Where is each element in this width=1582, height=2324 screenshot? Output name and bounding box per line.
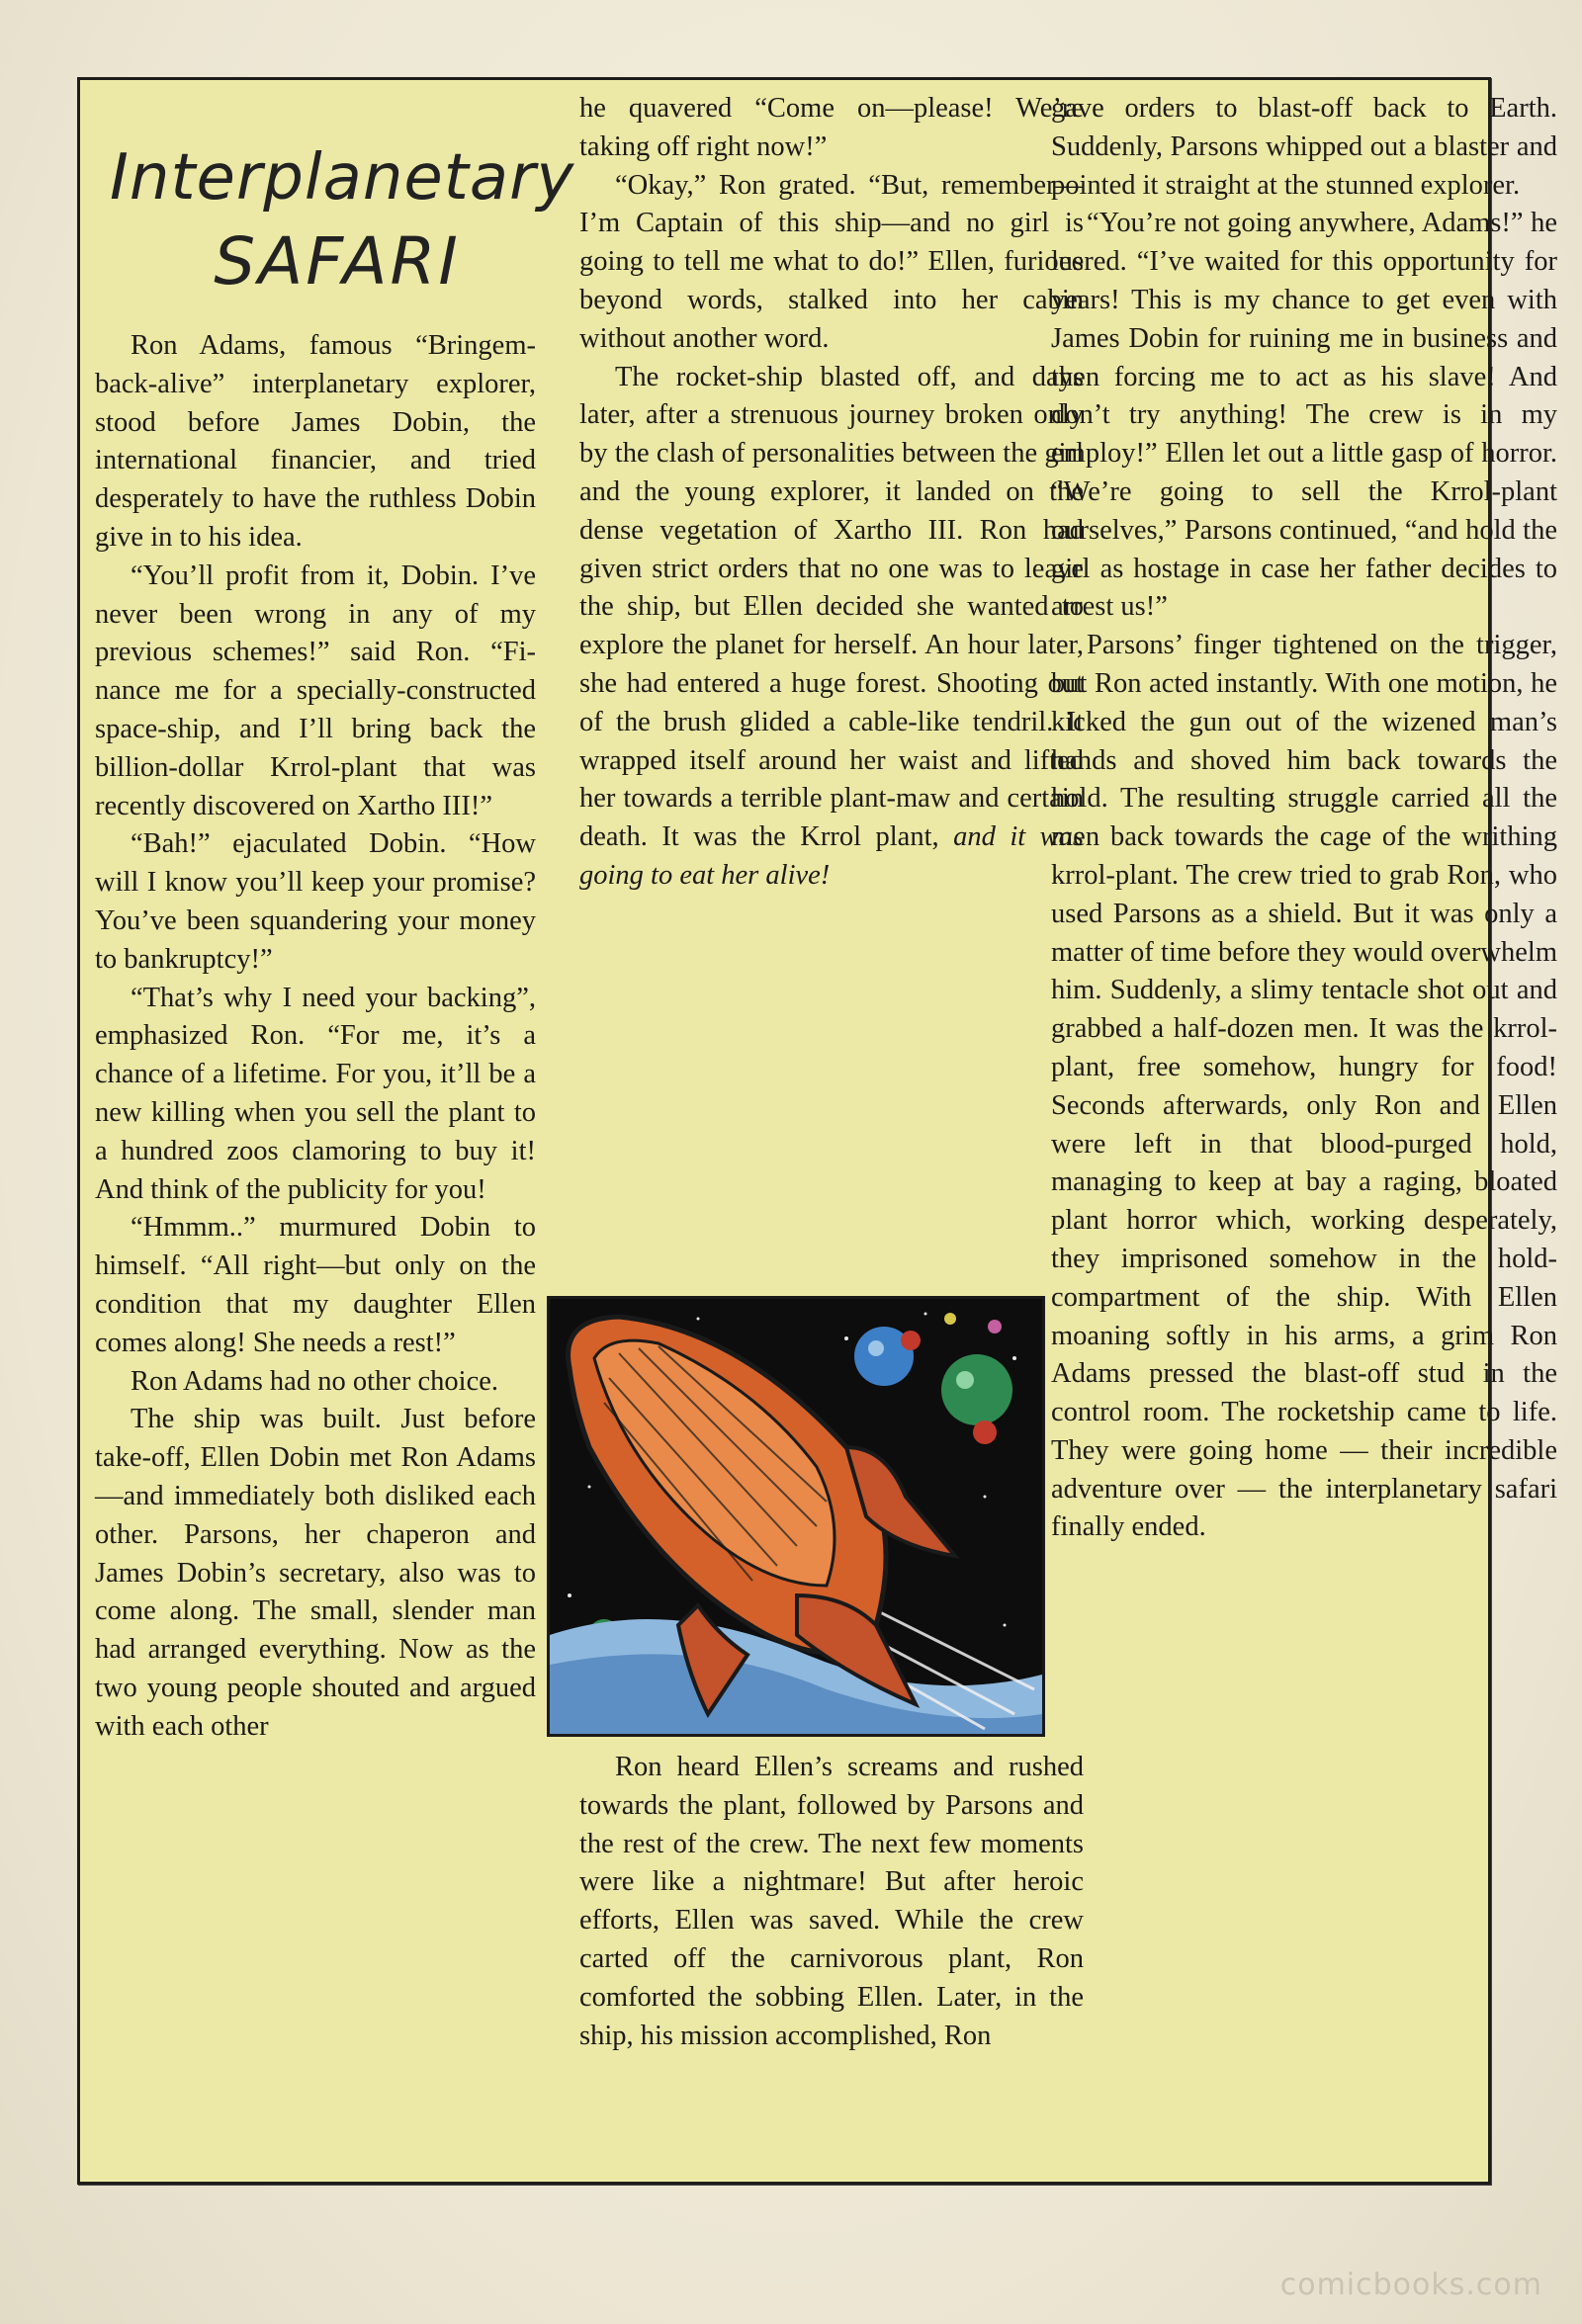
watermark: comicbooks.com (1279, 2268, 1542, 2302)
italic-emphasis: and it was going to eat her alive! (579, 821, 1085, 891)
text-column-1 (95, 327, 536, 1746)
paragraph: “Hmmm..” murmured Dobin to himself. “All right—but only on the condition that my daughter Ellen comes along! She needs a rest!” (95, 1212, 536, 1358)
text-column-2-lower (579, 1749, 1084, 2055)
story-panel (77, 77, 1557, 2185)
paragraph: “Bah!” ejaculated Dobin. “How will I know you’ll keep your promise? You’ve been squandering your money to bankruptcy!” (95, 828, 536, 975)
story-title-line2: SAFARI (214, 223, 461, 300)
rocket-illustration (547, 1296, 1045, 1737)
paragraph-text: The rocket-ship blasted off, and days later, after a strenuous journey broken only by the clash of personalities between the girl and the young explorer, it landed on the dense vegetation of Xartho III. Ron had given strict orders that no one was to leave the ship, but Ellen decided she wanted to explore the planet for herself. An hour later, she had entered a huge forest. Shooting out of the brush glided a cable-like tendril. It wrapped itself around her waist and lifted her towards a terrible plant-maw and certain death. It was the Krrol plant, (579, 361, 1084, 853)
paragraph: Parsons’ finger tightened on the trigger, but Ron acted instantly. With one motion, he kicked the gun out of the wizened man’s hands and shoved him back towards the hold. The resulting struggle carried all the men back towards the cage of the writhing krrol-plant. The crew tried to grab Ron, who used Parsons as a shield. But it was only a matter of time before they would overwhelm him. Suddenly, a slimy tentacle shot out and grabbed a half-dozen men. It was the krrol-plant, free somehow, hungry for food! Seconds afterwards, only Ron and Ellen were left in that blood-purged hold, managing to keep at bay a raging, bloated plant horror which, working desperately, they imprisoned somehow in the hold-compartment of the ship. With Ellen moaning softly in his arms, a grim Ron Adams pressed the blast-off stud in the control room. The rocketship came to life. They were going home — their incredible adventure over — the interplanetary safari finally ended. (1051, 630, 1557, 1543)
paragraph: he quavered “Come on—please! We’re taking off right now!” (579, 93, 1084, 162)
paragraph: “You’re not going anywhere, Adams!” he leered. “I’ve waited for this opportunity for years! This is my chance to get even with James Dobin for ruining me in business and then forcing me to act as his slave! And don’t try anything! The crew is in my employ!” Ellen let out a little gasp of horror. “We’re going to sell the Krrol-plant ourselves,” Parsons continued, “and hold the girl as hostage in case her father decides to arrest us!” (1051, 208, 1557, 623)
paragraph: Ron heard Ellen’s screams and rushed towards the plant, followed by Parsons and the rest of the crew. The next few moments were like a nightmare! But after heroic efforts, Ellen was saved. While the crew carted off the carnivorous plant, Ron comforted the sobbing Ellen. Later, in the ship, his mission accomplished, Ron (579, 1752, 1084, 2051)
paragraph: gave orders to blast-off back to Earth. Suddenly, Parsons whipped out a blaster and pointed it straight at the stunned explorer. (1051, 93, 1557, 201)
story-title-line1: Interplanetary (110, 141, 575, 215)
paragraph: “Okay,” Ron grated. “But, remember—I’m Captain of this ship—and no girl is going to tell me what to do!” Ellen, furious beyond words, stalked into her cabin without another word. (579, 169, 1084, 354)
paragraph: Ron Adams had no other choice. (131, 1365, 499, 1397)
paragraph (579, 359, 1084, 896)
text-column-3 (1051, 90, 1557, 1547)
paragraph: “That’s why I need your backing”, emphasized Ron. “For me, it’s a chance of a lifetime. For you, it’ll be a new killing when you sell the plant to a hundred zoos clamoring to buy it! And think of the publicity for you! (95, 982, 536, 1205)
text-column-2 (579, 90, 1084, 896)
paragraph: “You’ll profit from it, Dobin. I’ve never been wrong in any of my previous schemes!” said Ron. “Finance me for a specially-constructed space-ship, and I’ll bring back the billion-dollar Krrol-plant that was recently discovered on Xartho III!” (95, 559, 536, 821)
paragraph: The ship was built. Just before take-off, Ellen Dobin met Ron Adams—and immediately both disliked each other. Parsons, her chaperon and James Dobin’s secretary, also was to come along. The small, slender man had arranged everything. Now as the two young people shouted and argued with each other (95, 1404, 536, 1742)
paragraph: Ron Adams, famous “Bringem-back-alive” interplanetary explorer, stood before James Dobin, the international financier, and tried desperately to have the ruthless Dobin give in to his idea. (95, 330, 536, 553)
rocket-ship-icon (550, 1299, 1042, 1734)
